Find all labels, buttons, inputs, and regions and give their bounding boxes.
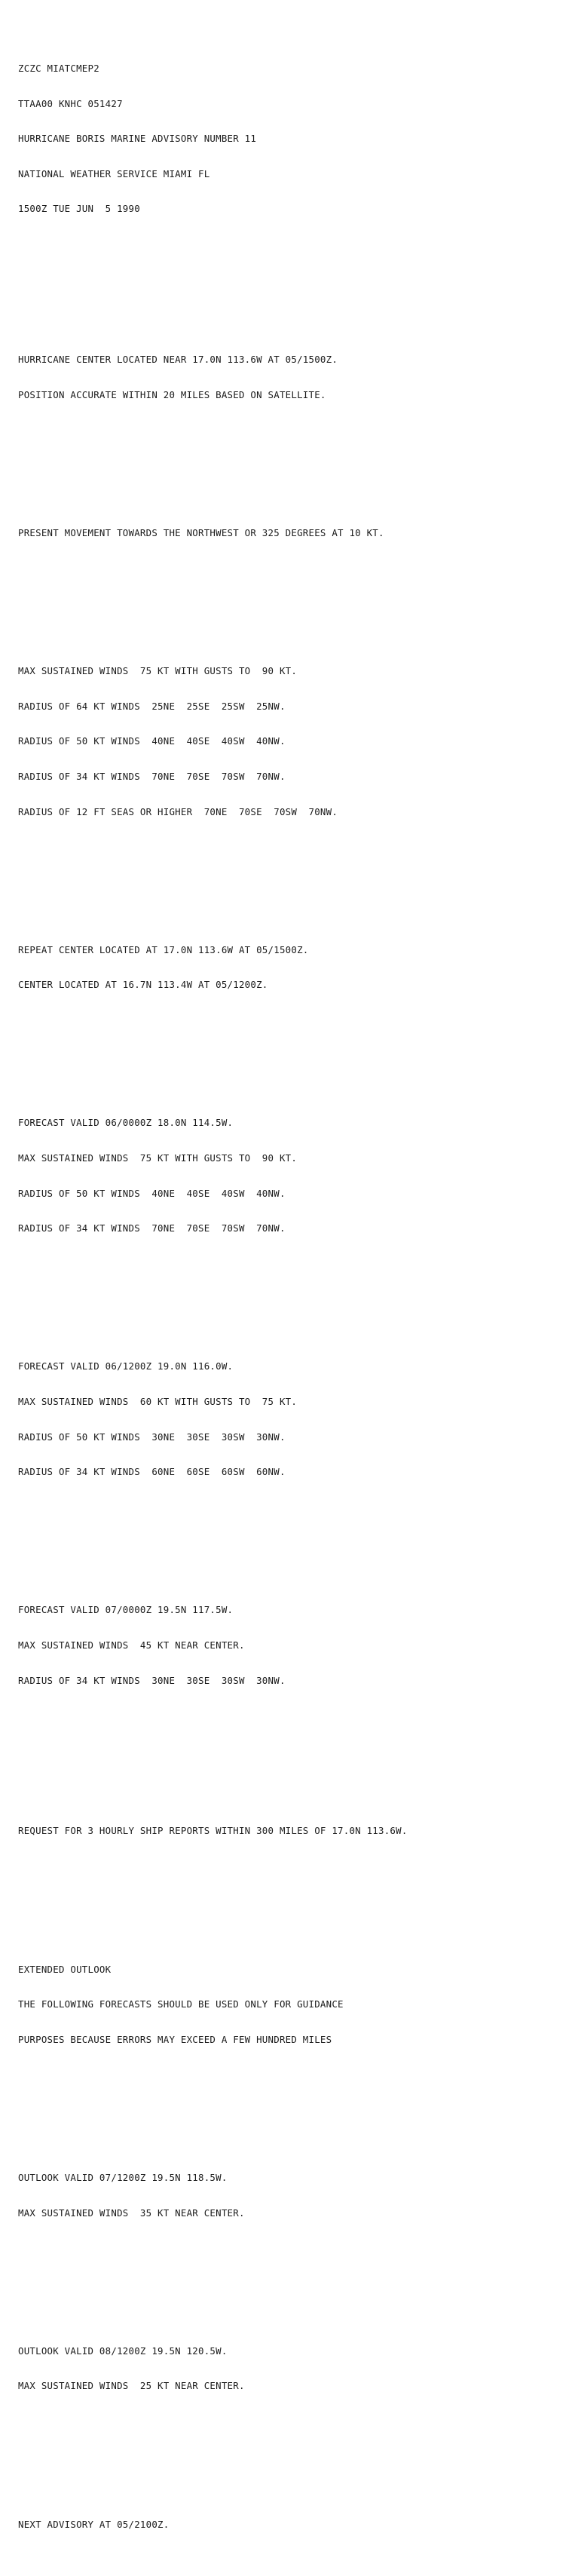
extended-line: THE FOLLOWING FORECASTS SHOULD BE USED ONLY FOR GUIDANCE <box>18 1998 344 2010</box>
outlook-block-2 <box>18 2323 568 2415</box>
repeat-line: CENTER LOCATED AT 16.7N 113.4W AT 05/1200Z. <box>18 979 268 991</box>
forecast-line: RADIUS OF 34 KT WINDS 30NE 30SE 30SW 30NW. <box>18 1674 286 1686</box>
forecast-block-2 <box>18 1338 568 1501</box>
forecast-block-3 <box>18 1581 568 1710</box>
repeat-line: REPEAT CENTER LOCATED AT 17.0N 113.6W AT 05/1500Z. <box>18 943 309 955</box>
outlook-line: MAX SUSTAINED WINDS 35 KT NEAR CENTER. <box>18 2206 245 2219</box>
winds-line: RADIUS OF 12 FT SEAS OR HIGHER 70NE 70SE 70SW 70NW. <box>18 805 338 817</box>
position-line: HURRICANE CENTER LOCATED NEAR 17.0N 113.6W AT 05/1500Z. <box>18 354 338 366</box>
extended-line: PURPOSES BECAUSE ERRORS MAY EXCEED A FEW HUNDRED MILES <box>18 2033 332 2045</box>
outlook-block-1 <box>18 2149 568 2242</box>
movement-block <box>18 504 568 563</box>
outlook-line: OUTLOOK VALID 07/1200Z 19.5N 118.5W. <box>18 2171 228 2183</box>
forecast-line: FORECAST VALID 07/0000Z 19.5N 117.5W. <box>18 1604 234 1616</box>
request-block <box>18 1802 568 1860</box>
forecast-block-1 <box>18 1094 568 1257</box>
outlook-line: MAX SUSTAINED WINDS 25 KT NEAR CENTER. <box>18 2380 245 2392</box>
position-block <box>18 331 568 424</box>
outlook-line: OUTLOOK VALID 08/1200Z 19.5N 120.5W. <box>18 2344 228 2357</box>
request-line: REQUEST FOR 3 HOURLY SHIP REPORTS WITHIN 300 MILES OF 17.0N 113.6W. <box>18 1825 408 1837</box>
forecast-line: RADIUS OF 50 KT WINDS 40NE 40SE 40SW 40NW. <box>18 1187 286 1199</box>
header-line: 1500Z TUE JUN 5 1990 <box>18 203 140 215</box>
winds-block <box>18 642 568 841</box>
header-block <box>18 40 568 238</box>
forecast-line: MAX SUSTAINED WINDS 75 KT WITH GUSTS TO 90 KT. <box>18 1152 298 1164</box>
forecast-line: RADIUS OF 34 KT WINDS 60NE 60SE 60SW 60NW. <box>18 1466 286 1478</box>
position-line: POSITION ACCURATE WITHIN 20 MILES BASED ON SATELLITE. <box>18 388 326 400</box>
extended-line: EXTENDED OUTLOOK <box>18 1963 112 1975</box>
extended-outlook-block <box>18 1941 568 2069</box>
winds-line: MAX SUSTAINED WINDS 75 KT WITH GUSTS TO 90 KT. <box>18 665 298 677</box>
forecast-line: FORECAST VALID 06/1200Z 19.0N 116.0W. <box>18 1360 234 1372</box>
movement-line: PRESENT MOVEMENT TOWARDS THE NORTHWEST OR 325 DEGREES AT 10 KT. <box>18 526 384 538</box>
forecast-line: MAX SUSTAINED WINDS 60 KT WITH GUSTS TO 75 KT. <box>18 1396 298 1408</box>
forecast-line: FORECAST VALID 06/0000Z 18.0N 114.5W. <box>18 1117 234 1129</box>
forecast-line: RADIUS OF 34 KT WINDS 70NE 70SE 70SW 70NW. <box>18 1222 286 1234</box>
winds-line: RADIUS OF 50 KT WINDS 40NE 40SE 40SW 40NW. <box>18 735 286 747</box>
marine-advisory-document <box>18 6 568 2576</box>
header-line: TTAA00 KNHC 051427 <box>18 97 123 109</box>
forecast-line: RADIUS OF 50 KT WINDS 30NE 30SE 30SW 30NW. <box>18 1431 286 1443</box>
header-line: NATIONAL WEATHER SERVICE MIAMI FL <box>18 167 210 179</box>
next-advisory-line: NEXT ADVISORY AT 05/2100Z. <box>18 2518 170 2530</box>
winds-line: RADIUS OF 34 KT WINDS 70NE 70SE 70SW 70NW. <box>18 770 286 782</box>
header-line: HURRICANE BORIS MARINE ADVISORY NUMBER 11 <box>18 133 257 145</box>
next-advisory-block <box>18 2496 568 2554</box>
winds-line: RADIUS OF 64 KT WINDS 25NE 25SE 25SW 25NW. <box>18 700 286 712</box>
repeat-block <box>18 922 568 1014</box>
header-line: ZCZC MIATCMEP2 <box>18 63 99 74</box>
forecast-line: MAX SUSTAINED WINDS 45 KT NEAR CENTER. <box>18 1639 245 1651</box>
